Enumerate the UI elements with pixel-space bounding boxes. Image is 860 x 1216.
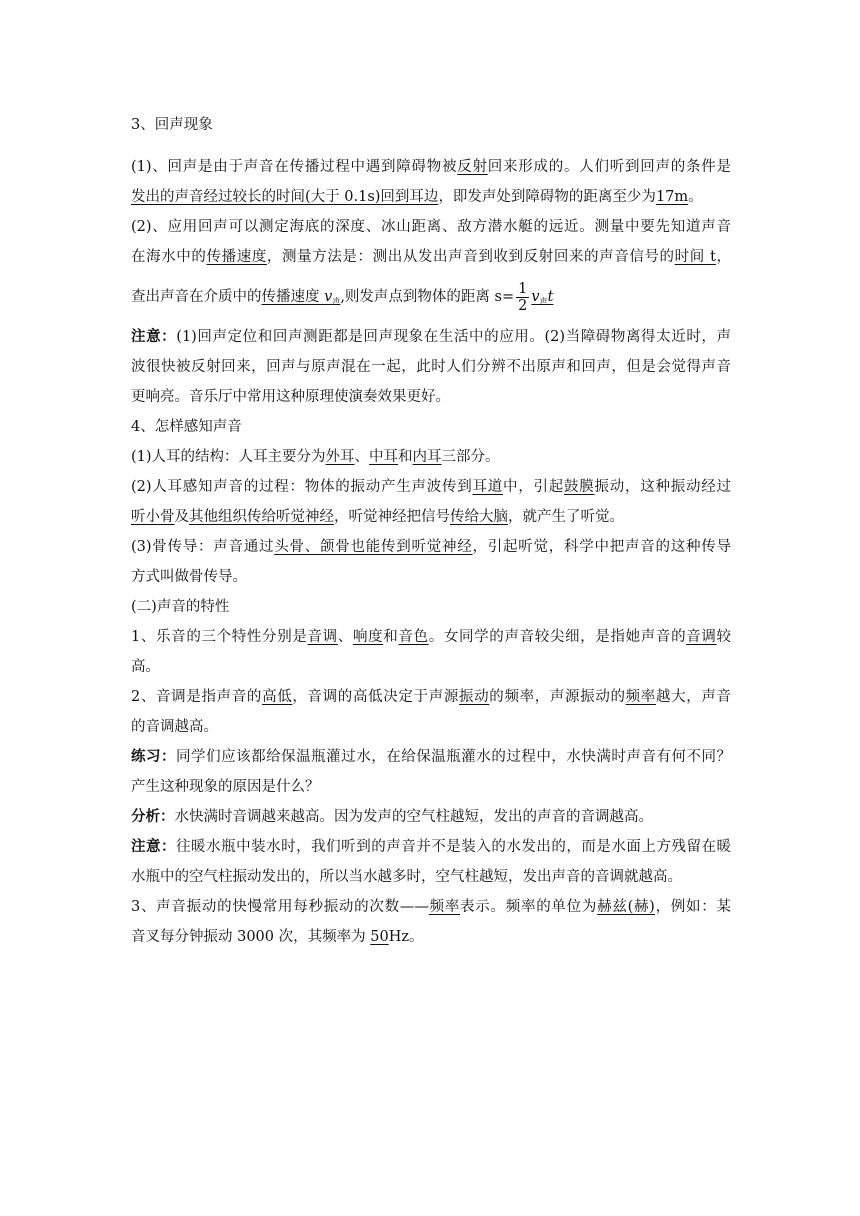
echo-p1-line2: 发出的声音经过较长的时间(大于 0.1s)回到耳边，即发声处到障碍物的距离至少为17m。 (131, 189, 703, 205)
echo-note-line1: 注意：(1)回声定位和回声测距都是回声现象在生活中的应用。(2)当障碍物离得太近时，声 (131, 328, 732, 345)
heading-traits: (二)声音的特性 (131, 599, 230, 615)
perceive-p3-line1: (3)骨传导：声音通过头骨、颌骨也能传到听觉神经，引起听觉，科学中把声音的这种传导 (131, 539, 731, 555)
traits-p2-line2: 的音调越高。 (131, 719, 218, 735)
traits-note-line2: 水瓶中的空气柱振动发出的，所以当水越多时，空气柱越短，发出声音的音调就越高。 (131, 869, 682, 885)
exercise-line1: 练习：同学们应该都给保温瓶灌过水，在给保温瓶灌水的过程中，水快满时声音有何不同？ (131, 748, 732, 765)
echo-note-line2: 波很快被反射回来，回声与原声混在一起，此时人们分辨不出原声和回声，但是会觉得声音 (131, 359, 731, 375)
traits-note-line1: 注意：往暖水瓶中装水时，我们听到的声音并不是装入的水发出的，而是水面上方残留在暖 (131, 838, 732, 855)
echo-p2-line1: (2)、应用回声可以测定海底的深度、冰山距离、敌方潜水艇的远近。测量中要先知道声音 (131, 219, 731, 235)
perceive-p2-line2: 听小骨及其他组织传给听觉神经，听觉神经把信号传给大脑，就产生了听觉。 (131, 509, 624, 525)
traits-p3-line2: 音叉每分钟振动 3000 次，其频率为 50Hz。 (131, 929, 424, 945)
traits-p2-line1: 2、音调是指声音的高低，音调的高低决定于声源振动的频率，声源振动的频率越大，声音 (131, 689, 732, 705)
echo-p1-line1: (1)、回声是由于声音在传播过程中遇到障碍物被反射回来形成的。人们听到回声的条件是 (131, 159, 731, 175)
document-page (131, 110, 731, 952)
echo-p2-formula-line: 查出声音在介质中的传播速度 $v_声$,则发声点到物体的距离 s= $\frac{1}{2}$ $v_声t$ (131, 280, 554, 314)
heading-echo: 3、回声现象 (131, 117, 213, 133)
traits-p1-line2: 高。 (131, 659, 160, 675)
echo-note-line3: 更响亮。音乐厅中常用这种原理使演奏效果更好。 (131, 389, 450, 405)
exercise-line2: 产生这种现象的原因是什么？ (131, 779, 320, 795)
perceive-p1: (1)人耳的结构：人耳主要分为外耳、中耳和内耳三部分。 (131, 449, 500, 465)
fraction-one-half: $\frac{1}{2}$ (518, 280, 528, 314)
perceive-p3-line2: 方式叫做骨传导。 (131, 569, 247, 585)
echo-p2-line2: 在海水中的传播速度，测量方法是：测出从发出声音到收到反射回来的声音信号的时间 t， (131, 249, 732, 265)
perceive-p2-line1: (2)人耳感知声音的过程：物体的振动产生声波传到耳道中，引起鼓膜振动，这种振动经过 (131, 479, 732, 495)
traits-p1-line1: 1、乐音的三个特性分别是音调、响度和音色。女同学的声音较尖细，是指她声音的音调较 (131, 629, 732, 645)
analysis-line: 分析：水快满时音调越来越高。因为发声的空气柱越短，发出的声音的音调越高。 (131, 808, 653, 825)
traits-p3-line1: 3、声音振动的快慢常用每秒振动的次数——频率表示。频率的单位为赫兹(赫)，例如：某 (131, 899, 731, 915)
heading-perceive: 4、怎样感知声音 (131, 419, 242, 435)
